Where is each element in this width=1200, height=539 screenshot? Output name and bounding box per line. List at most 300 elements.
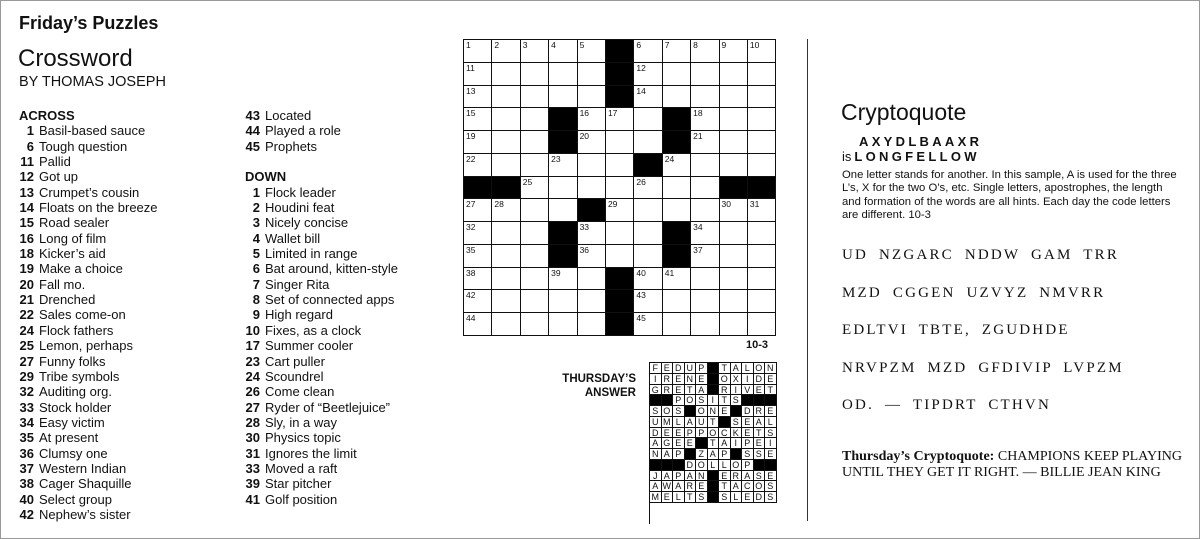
grid-cell[interactable]	[464, 131, 492, 154]
clue-text: Moved a raft	[265, 460, 338, 476]
answer-cell: D	[673, 363, 685, 374]
black-square	[549, 222, 577, 245]
answer-cell: L	[731, 492, 743, 503]
answer-cell: P	[696, 363, 708, 374]
across-clue	[19, 369, 239, 384]
cryptoquote-instructions: One letter stands for another. In this sample, A is used for the three L’s, X for the two O’s, etc. Single letters, apostrophes, the length and formation of the words are all hints. Each day the code letters are different. 10-3	[842, 169, 1177, 221]
cryptoquote-line: NRVPZM MZD GFDIVIP LVPZM	[842, 359, 1124, 376]
answer-cell: M	[662, 417, 674, 428]
cell-number: 10	[749, 40, 760, 50]
cell-number: 33	[579, 222, 590, 232]
clue-number: 29	[19, 368, 34, 384]
grid-cell[interactable]	[549, 313, 577, 336]
grid-cell[interactable]	[691, 131, 719, 154]
answer-cell: I	[742, 374, 754, 385]
clue-number: 17	[245, 338, 260, 354]
cryptoquote-line: OD. — TIPDRT CTHVN	[842, 397, 1051, 413]
grid-cell[interactable]	[634, 222, 662, 245]
cell-number: 44	[466, 313, 476, 323]
grid-cell[interactable]	[464, 63, 492, 86]
black-square	[663, 222, 691, 245]
grid-cell[interactable]	[578, 40, 606, 63]
answer-cell: T	[708, 438, 720, 449]
grid-cell[interactable]	[492, 199, 520, 222]
grid-cell[interactable]	[464, 268, 492, 291]
grid-cell[interactable]	[578, 86, 606, 109]
answer-cell: E	[673, 374, 685, 385]
grid-cell[interactable]	[748, 86, 776, 109]
down-clue	[245, 354, 455, 369]
grid-cell[interactable]	[549, 154, 577, 177]
answer-grid	[649, 362, 777, 524]
grid-cell[interactable]	[720, 290, 748, 313]
answer-black-square	[650, 460, 662, 471]
down-clue	[245, 292, 455, 307]
answer-cell: T	[719, 395, 731, 406]
across-clue	[19, 139, 239, 154]
grid-cell[interactable]	[492, 290, 520, 313]
grid-cell[interactable]	[464, 154, 492, 177]
grid-cell[interactable]	[606, 154, 634, 177]
black-square	[663, 245, 691, 268]
clue-text: Singer Rita	[265, 276, 330, 292]
grid-cell[interactable]	[748, 108, 776, 131]
grid-cell[interactable]	[521, 154, 549, 177]
clue-text: Ryder of “Beetlejuice”	[265, 399, 390, 415]
clue-text: Pallid	[39, 154, 71, 170]
across-clue	[19, 200, 239, 215]
clue-text: Tribe symbols	[39, 368, 120, 384]
down-clue	[245, 338, 455, 353]
black-square	[578, 199, 606, 222]
clue-text: Set of connected apps	[265, 292, 395, 308]
grid-cell[interactable]	[521, 268, 549, 291]
cell-number: 15	[466, 108, 476, 119]
grid-cell[interactable]	[606, 108, 634, 131]
answer-cell: S	[742, 449, 754, 460]
grid-cell[interactable]	[663, 86, 691, 109]
clue-number: 27	[19, 353, 34, 369]
answer-black-square	[696, 438, 708, 449]
clue-text: Make a choice	[39, 261, 123, 277]
grid-cell[interactable]	[720, 222, 748, 245]
grid-cell[interactable]	[464, 108, 492, 131]
grid-cell[interactable]	[691, 290, 719, 313]
across-clue	[19, 461, 239, 476]
answer-cell: R	[662, 374, 674, 385]
grid-cell[interactable]	[464, 245, 492, 268]
grid-cell[interactable]	[606, 199, 634, 222]
grid-cell[interactable]	[748, 131, 776, 154]
down-clue	[245, 415, 455, 430]
answer-cell: I	[731, 438, 743, 449]
grid-cell[interactable]	[464, 40, 492, 63]
clue-number: 22	[19, 307, 34, 323]
grid-cell[interactable]	[748, 290, 776, 313]
cell-number: 27	[466, 199, 476, 210]
grid-cell[interactable]	[748, 313, 776, 336]
clue-number: 44	[245, 123, 260, 139]
grid-cell[interactable]	[578, 154, 606, 177]
answer-cell: A	[754, 417, 766, 428]
grid-cell[interactable]	[748, 222, 776, 245]
answer-cell: L	[719, 460, 731, 471]
grid-cell[interactable]	[464, 313, 492, 336]
grid-cell[interactable]	[578, 313, 606, 336]
page-heading: Friday’s Puzzles	[19, 13, 159, 33]
grid-cell[interactable]	[634, 313, 662, 336]
grid-cell[interactable]	[464, 290, 492, 313]
black-square	[606, 63, 634, 86]
answer-cell: L	[765, 417, 777, 428]
answer-cell: S	[765, 481, 777, 492]
black-square	[606, 313, 634, 336]
answer-cell: G	[662, 438, 674, 449]
cell-number: 36	[579, 244, 590, 255]
grid-cell[interactable]	[748, 154, 776, 177]
answer-black-square	[719, 417, 731, 428]
across-clue	[19, 185, 239, 200]
grid-cell[interactable]	[606, 177, 634, 200]
answer-cell: O	[696, 460, 708, 471]
clue-text: Limited in range	[265, 246, 358, 262]
grid-cell[interactable]	[634, 177, 662, 200]
grid-cell[interactable]	[492, 268, 520, 291]
cell-number: 13	[466, 85, 476, 96]
cell-number: 25	[522, 176, 533, 187]
cell-number: 22	[466, 153, 476, 164]
grid-cell[interactable]	[720, 63, 748, 86]
grid-cell[interactable]	[464, 222, 492, 245]
grid-cell[interactable]	[691, 199, 719, 222]
clues-column-2	[245, 108, 455, 507]
clue-number: 33	[245, 460, 260, 476]
grid-cell[interactable]	[720, 245, 748, 268]
answer-cell: S	[731, 395, 743, 406]
grid-cell[interactable]	[521, 108, 549, 131]
grid-cell[interactable]	[720, 86, 748, 109]
sample-is: is	[842, 149, 852, 164]
grid-cell[interactable]	[492, 154, 520, 177]
clue-text: Select group	[39, 491, 112, 507]
grid-cell[interactable]	[663, 40, 691, 63]
grid-cell[interactable]	[578, 177, 606, 200]
grid-cell[interactable]	[521, 131, 549, 154]
grid-cell[interactable]	[691, 177, 719, 200]
answer-cell: A	[650, 438, 662, 449]
across-clue	[245, 123, 455, 138]
answer-cell: I	[650, 374, 662, 385]
answer-black-square	[708, 471, 720, 482]
grid-cell[interactable]	[606, 131, 634, 154]
answer-cell: P	[673, 395, 685, 406]
clue-text: Funny folks	[39, 353, 106, 369]
grid-cell[interactable]	[663, 290, 691, 313]
grid-cell[interactable]	[492, 108, 520, 131]
down-clue	[245, 323, 455, 338]
grid-cell[interactable]	[521, 40, 549, 63]
grid-cell[interactable]	[663, 313, 691, 336]
column-divider	[807, 39, 808, 521]
cell-number: 9	[721, 40, 727, 50]
answer-cell: U	[650, 417, 662, 428]
answer-cell: C	[742, 481, 754, 492]
clue-text: Played a role	[265, 123, 341, 139]
grid-cell[interactable]	[578, 268, 606, 291]
grid-cell[interactable]	[720, 313, 748, 336]
grid-cell[interactable]	[634, 131, 662, 154]
grid-cell[interactable]	[634, 245, 662, 268]
grid-cell[interactable]	[492, 86, 520, 109]
clue-number: 34	[19, 414, 34, 430]
grid-cell[interactable]	[492, 245, 520, 268]
grid-cell[interactable]	[578, 290, 606, 313]
clue-number: 9	[252, 307, 260, 323]
down-clue	[245, 492, 455, 507]
grid-cell[interactable]	[691, 40, 719, 63]
grid-cell[interactable]	[691, 63, 719, 86]
cell-number: 28	[494, 199, 504, 210]
answer-cell: E	[765, 449, 777, 460]
grid-cell[interactable]	[748, 199, 776, 222]
down-clue	[245, 446, 455, 461]
answer-cell: E	[685, 438, 697, 449]
cryptoquote-line: MZD CGGEN UZVYZ NMVRR	[842, 284, 1106, 301]
grid-cell[interactable]	[663, 199, 691, 222]
answer-cell: P	[673, 471, 685, 482]
grid-cell[interactable]	[521, 290, 549, 313]
down-clue	[245, 261, 455, 276]
answer-cell: A	[742, 471, 754, 482]
across-clue	[19, 507, 239, 522]
grid-cell[interactable]	[634, 108, 662, 131]
grid-cell[interactable]	[492, 131, 520, 154]
cell-number: 12	[636, 62, 646, 73]
grid-cell[interactable]	[549, 177, 577, 200]
grid-cell[interactable]	[521, 199, 549, 222]
grid-cell[interactable]	[691, 86, 719, 109]
grid-cell[interactable]	[521, 222, 549, 245]
clue-number: 8	[252, 292, 260, 308]
answer-cell: T	[685, 492, 697, 503]
cell-number: 45	[636, 313, 646, 323]
answer-cell: J	[650, 471, 662, 482]
down-clue	[245, 185, 455, 200]
across-heading: ACROSS	[19, 108, 75, 123]
grid-cell[interactable]	[634, 40, 662, 63]
answer-cell: S	[754, 471, 766, 482]
answer-cell: S	[765, 428, 777, 439]
grid-cell[interactable]	[492, 222, 520, 245]
clue-text: Cart puller	[265, 353, 325, 369]
across-clue	[19, 261, 239, 276]
grid-cell[interactable]	[691, 313, 719, 336]
grid-cell[interactable]	[720, 131, 748, 154]
cell-number: 26	[636, 176, 646, 187]
clue-text: Scoundrel	[265, 368, 324, 384]
cell-number: 40	[636, 267, 646, 278]
previous-cryptoquote-label: Thursday’s Cryptoquote:	[842, 449, 995, 464]
grid-cell[interactable]	[578, 131, 606, 154]
across-clue	[19, 415, 239, 430]
cell-number: 8	[693, 40, 698, 50]
answer-cell: F	[650, 363, 662, 374]
across-clue	[19, 492, 239, 507]
answer-cell: T	[754, 428, 766, 439]
answer-black-square	[685, 406, 697, 417]
grid-cell[interactable]	[720, 108, 748, 131]
black-square	[634, 154, 662, 177]
grid-cell[interactable]	[606, 222, 634, 245]
grid-cell[interactable]	[691, 108, 719, 131]
grid-cell[interactable]	[748, 268, 776, 291]
clue-number: 11	[20, 154, 34, 170]
across-clue	[19, 215, 239, 230]
clue-number: 42	[19, 506, 34, 522]
grid-cell[interactable]	[634, 63, 662, 86]
grid-cell[interactable]	[464, 86, 492, 109]
grid-cell[interactable]	[606, 245, 634, 268]
across-clue	[19, 169, 239, 184]
grid-cell[interactable]	[578, 63, 606, 86]
down-clue	[245, 215, 455, 230]
answer-cell: E	[673, 438, 685, 449]
grid-cell[interactable]	[521, 245, 549, 268]
grid-cell[interactable]	[720, 268, 748, 291]
down-clue	[245, 231, 455, 246]
grid-cell[interactable]	[634, 199, 662, 222]
across-clue	[19, 354, 239, 369]
across-clue	[19, 307, 239, 322]
grid-cell[interactable]	[691, 245, 719, 268]
clue-text: Star pitcher	[265, 476, 332, 492]
crossword-grid	[463, 39, 776, 336]
answer-black-square	[708, 374, 720, 385]
clue-text: Stock holder	[39, 399, 112, 415]
grid-cell[interactable]	[464, 199, 492, 222]
answer-cell: O	[708, 428, 720, 439]
across-clue	[19, 400, 239, 415]
grid-cell[interactable]	[549, 290, 577, 313]
answer-cell: E	[719, 471, 731, 482]
clue-text: Road sealer	[39, 215, 110, 231]
clue-number: 2	[252, 200, 260, 216]
answer-cell: E	[662, 428, 674, 439]
grid-cell[interactable]	[578, 108, 606, 131]
answer-black-square	[708, 385, 720, 396]
clue-number: 1	[26, 123, 34, 139]
clue-text: Nephew’s sister	[39, 506, 131, 522]
answer-cell: A	[731, 363, 743, 374]
grid-cell[interactable]	[492, 40, 520, 63]
grid-cell[interactable]	[549, 86, 577, 109]
grid-cell[interactable]	[549, 40, 577, 63]
across-clue	[19, 292, 239, 307]
grid-cell[interactable]	[549, 63, 577, 86]
answer-black-square	[754, 395, 766, 406]
across-clue	[245, 108, 455, 123]
answer-cell: S	[719, 492, 731, 503]
black-square	[720, 177, 748, 200]
grid-cell[interactable]	[578, 222, 606, 245]
grid-cell[interactable]	[634, 290, 662, 313]
black-square	[549, 131, 577, 154]
answer-cell: R	[754, 406, 766, 417]
answer-cell: A	[696, 385, 708, 396]
answer-cell: O	[754, 363, 766, 374]
clue-text: Wallet bill	[265, 230, 321, 246]
grid-cell[interactable]	[578, 245, 606, 268]
answer-cell: O	[685, 395, 697, 406]
grid-cell[interactable]	[748, 245, 776, 268]
crossword-byline: BY THOMAS JOSEPH	[19, 74, 166, 90]
grid-cell[interactable]	[691, 222, 719, 245]
answer-cell: T	[685, 385, 697, 396]
answer-cell: W	[662, 481, 671, 492]
answer-cell: D	[754, 374, 766, 385]
grid-cell[interactable]	[720, 154, 748, 177]
across-clue	[245, 139, 455, 154]
grid-cell[interactable]	[521, 86, 549, 109]
answer-cell: N	[650, 449, 662, 460]
grid-cell[interactable]	[521, 313, 549, 336]
grid-cell[interactable]	[663, 177, 691, 200]
grid-cell[interactable]	[663, 154, 691, 177]
grid-cell[interactable]	[549, 199, 577, 222]
across-clue	[19, 246, 239, 261]
grid-cell[interactable]	[634, 86, 662, 109]
grid-cell[interactable]	[748, 40, 776, 63]
answer-cell: E	[696, 374, 708, 385]
answer-cell: O	[719, 374, 731, 385]
black-square	[606, 290, 634, 313]
grid-cell[interactable]	[549, 268, 577, 291]
sample-code: AXYDLBAAXR	[859, 134, 983, 149]
answer-cell: S	[754, 449, 766, 460]
answer-cell: O	[754, 481, 766, 492]
answer-cell: D	[754, 492, 766, 503]
grid-cell[interactable]	[663, 268, 691, 291]
answer-black-square	[650, 395, 662, 406]
answer-cell: L	[708, 460, 720, 471]
cryptoquote-line: EDLTVI TBTE, ZGUDHDE	[842, 322, 1070, 338]
answer-cell: A	[708, 449, 720, 460]
sample-answer: LONGFELLOW	[854, 149, 980, 164]
clue-text: Basil-based sauce	[39, 123, 146, 139]
cell-number: 11	[466, 62, 475, 73]
black-square	[606, 40, 634, 63]
grid-cell[interactable]	[492, 313, 520, 336]
grid-cell[interactable]	[521, 63, 549, 86]
clue-number: 37	[19, 460, 34, 476]
grid-cell[interactable]	[521, 177, 549, 200]
grid-cell[interactable]	[691, 154, 719, 177]
grid-cell[interactable]	[492, 63, 520, 86]
down-clue	[245, 369, 455, 384]
grid-cell[interactable]	[634, 268, 662, 291]
clue-number: 20	[19, 276, 34, 292]
grid-cell[interactable]	[720, 199, 748, 222]
answer-black-square	[731, 406, 743, 417]
answer-cell: E	[754, 385, 766, 396]
answer-black-square	[765, 460, 777, 471]
cell-number: 38	[466, 267, 476, 278]
grid-cell[interactable]	[691, 268, 719, 291]
grid-cell[interactable]	[720, 40, 748, 63]
grid-cell[interactable]	[748, 63, 776, 86]
grid-cell[interactable]	[663, 63, 691, 86]
clue-text: Got up	[39, 169, 79, 185]
